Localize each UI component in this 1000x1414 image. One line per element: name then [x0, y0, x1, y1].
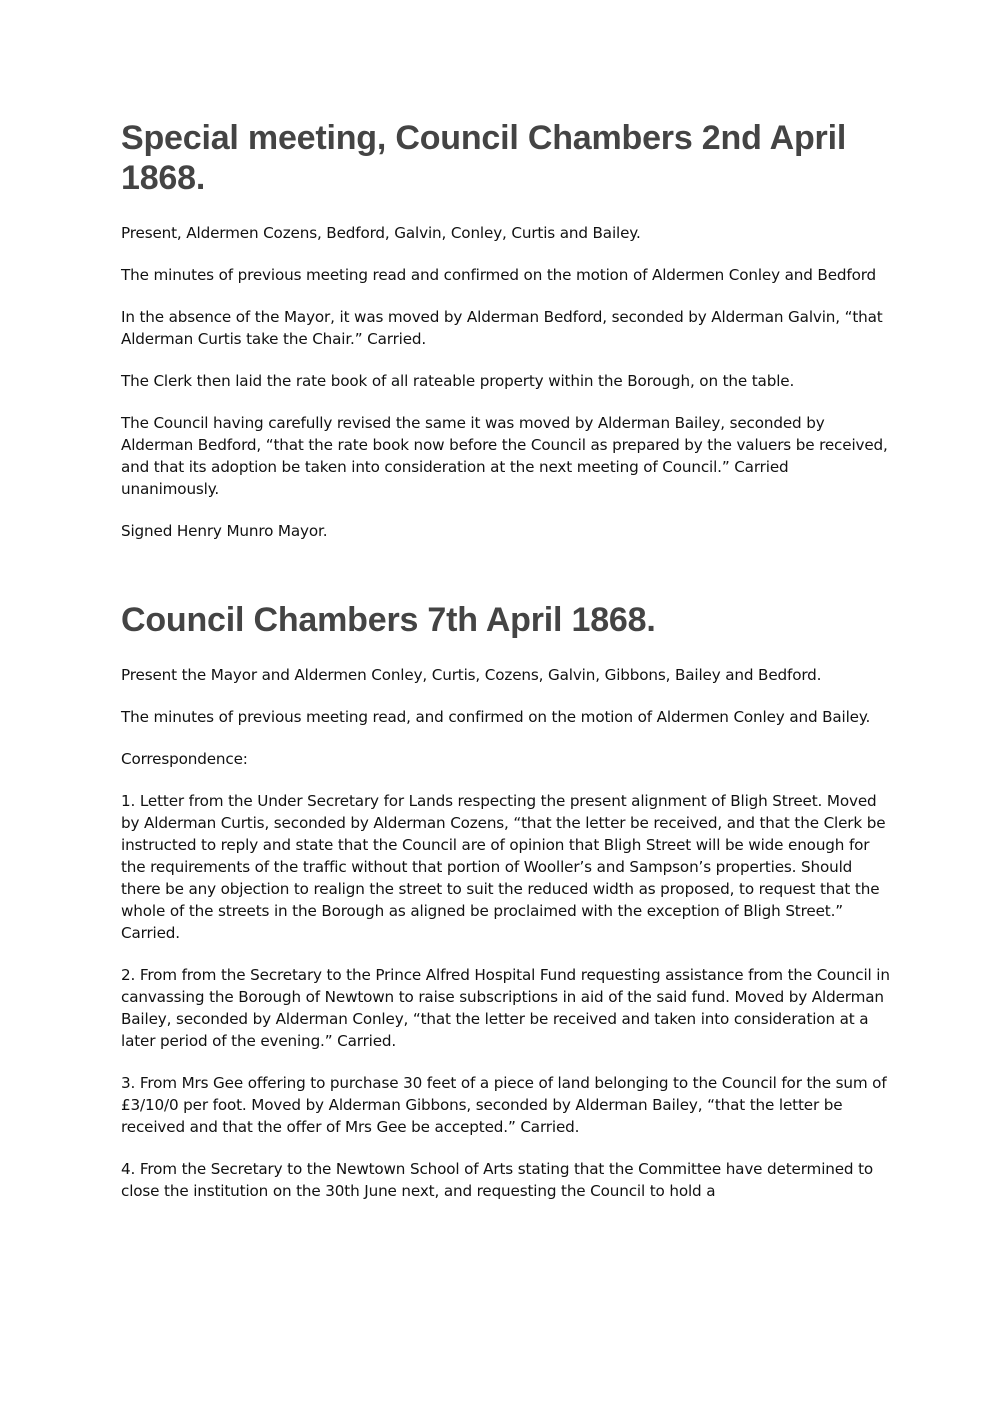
correspondence-item-3: 3. From Mrs Gee offering to purchase 30 feet of a piece of land belonging to the Council for the sum of £3/10/0 per foot. Moved by Alderman Gibbons, seconded by Alderman Bailey, “that the letter be received and that the offer of Mrs Gee be accepted.” Carried.: [121, 1074, 887, 1136]
correspondence-label: Correspondence:: [121, 750, 248, 768]
rate-book-motion-paragraph: The Council having carefully revised the same it was moved by Alderman Bailey, seconded by Alderman Bedford, “that the rate book now before the Council as prepared by the valuers be received, and that its adoption be taken into consideration at the next meeting of Council.” Carried unanimously.: [121, 414, 888, 498]
attendance-paragraph: Present, Aldermen Cozens, Bedford, Galvin, Conley, Curtis and Bailey.: [121, 224, 641, 242]
minutes-confirmation-paragraph: The minutes of previous meeting read, and confirmed on the motion of Aldermen Conley and Bailey.: [121, 708, 871, 726]
document-page: [121, 118, 891, 1202]
chair-motion-paragraph: In the absence of the Mayor, it was moved by Alderman Bedford, seconded by Alderman Galvin, “that Alderman Curtis take the Chair.” Carried.: [121, 308, 883, 348]
minutes-confirmation-paragraph: The minutes of previous meeting read and confirmed on the motion of Aldermen Conley and Bedford: [121, 266, 877, 284]
correspondence-item-2: 2. From from the Secretary to the Prince Alfred Hospital Fund requesting assistance from the Council in canvassing the Borough of Newtown to raise subscriptions in aid of the said fund. Moved by Alderman Bailey, seconded by Alderman Conley, “that the letter be received and taken into consideration at a later period of the evening.” Carried.: [121, 966, 890, 1050]
meeting-heading-special-2nd-april: Special meeting, Council Chambers 2nd April 1868.: [121, 119, 847, 197]
attendance-paragraph: Present the Mayor and Aldermen Conley, Curtis, Cozens, Galvin, Gibbons, Bailey and Bedford.: [121, 666, 822, 684]
rate-book-tabled-paragraph: The Clerk then laid the rate book of all rateable property within the Borough, on the table.: [121, 372, 795, 390]
signature-line: Signed Henry Munro Mayor.: [121, 522, 328, 540]
correspondence-item-1: 1. Letter from the Under Secretary for Lands respecting the present alignment of Bligh Street. Moved by Alderman Curtis, seconded by Alderman Cozens, “that the letter be received, and that the Clerk be instructed to reply and state that the Council are of opinion that Bligh Street will be wide enough for the requirements of the traffic without that portion of Wooller’s and Sampson’s properties. Should there be any objection to realign the street to suit the reduced width as proposed, to request that the whole of the streets in the Borough as aligned be proclaimed with the exception of Bligh Street.” Carried.: [121, 792, 886, 942]
correspondence-item-4: 4. From the Secretary to the Newtown School of Arts stating that the Committee have determined to close the institution on the 30th June next, and requesting the Council to hold a: [121, 1160, 874, 1200]
meeting-heading-7th-april: Council Chambers 7th April 1868.: [121, 601, 656, 639]
